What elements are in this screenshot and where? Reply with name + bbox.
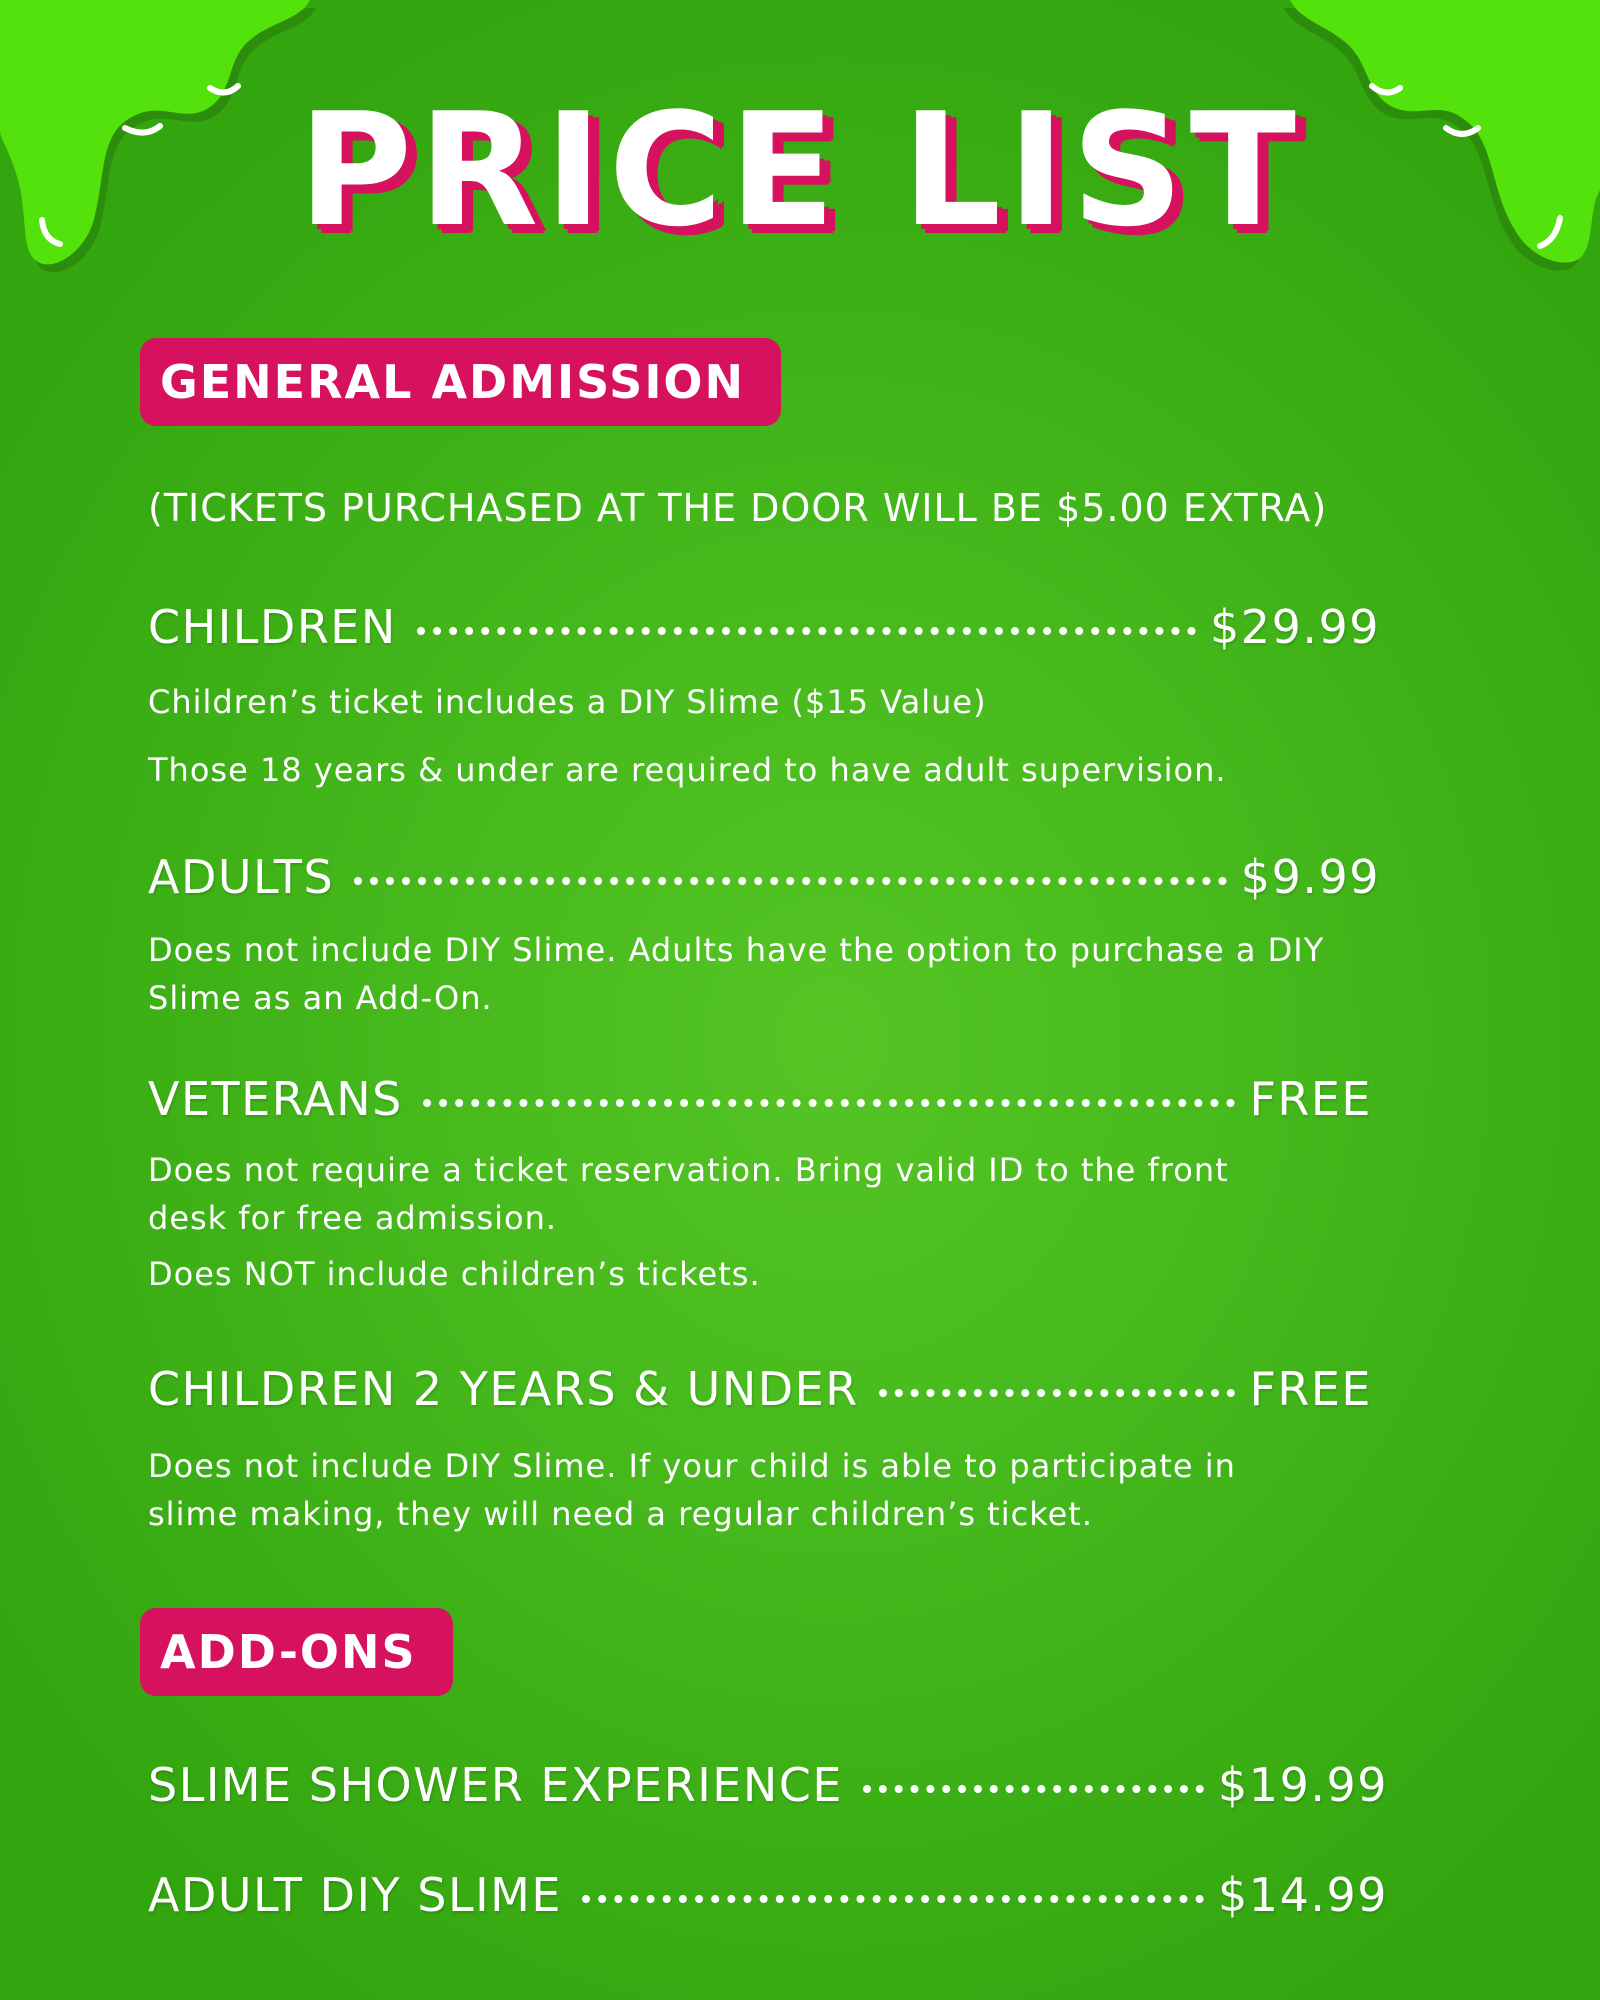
adults-description-line-2: Slime as an Add-On.	[148, 979, 493, 1017]
dot-leader	[582, 1895, 1204, 1903]
price-row-children	[148, 600, 1380, 660]
price-row-children-under-2	[148, 1362, 1372, 1422]
children-under-2-description-line-2: slime making, they will need a regular children’s ticket.	[148, 1495, 1093, 1533]
add-ons-heading: ADD-ONS	[140, 1608, 453, 1696]
item-price: $19.99	[1218, 1758, 1388, 1812]
item-price: $9.99	[1240, 850, 1380, 904]
children-description-line-1: Children’s ticket includes a DIY Slime ($15 Value)	[148, 683, 987, 721]
item-price: $14.99	[1218, 1868, 1388, 1922]
item-label: SLIME SHOWER EXPERIENCE	[148, 1758, 843, 1812]
veterans-description-line-1: Does not require a ticket reservation. Bring valid ID to the front	[148, 1151, 1229, 1189]
price-row-adult-diy-slime	[148, 1868, 1388, 1928]
price-row-adults	[148, 850, 1380, 910]
adults-description-line-1: Does not include DIY Slime. Adults have the option to purchase a DIY	[148, 931, 1325, 969]
general-admission-heading: GENERAL ADMISSION	[140, 338, 781, 426]
item-price: $29.99	[1210, 600, 1380, 654]
dot-leader	[423, 1099, 1236, 1107]
veterans-description-line-3: Does NOT include children’s tickets.	[148, 1255, 761, 1293]
children-description-line-2: Those 18 years & under are required to have adult supervision.	[148, 751, 1227, 789]
dot-leader	[879, 1389, 1236, 1397]
item-price: FREE	[1249, 1362, 1372, 1416]
dot-leader	[354, 877, 1227, 885]
item-label: VETERANS	[148, 1072, 403, 1126]
item-label: ADULTS	[148, 850, 335, 904]
dot-leader	[863, 1785, 1204, 1793]
item-label: CHILDREN	[148, 600, 397, 654]
children-under-2-description-line-1: Does not include DIY Slime. If your child is able to participate in	[148, 1447, 1236, 1485]
item-label: CHILDREN 2 YEARS & UNDER	[148, 1362, 859, 1416]
item-price: FREE	[1249, 1072, 1372, 1126]
veterans-description-line-2: desk for free admission.	[148, 1199, 558, 1237]
item-label: ADULT DIY SLIME	[148, 1868, 562, 1922]
price-row-slime-shower	[148, 1758, 1388, 1818]
price-row-veterans	[148, 1072, 1372, 1132]
page-title: PRICE LIST	[297, 79, 1303, 261]
door-surcharge-note: (TICKETS PURCHASED AT THE DOOR WILL BE $5.00 EXTRA)	[148, 486, 1328, 530]
dot-leader	[417, 627, 1196, 635]
